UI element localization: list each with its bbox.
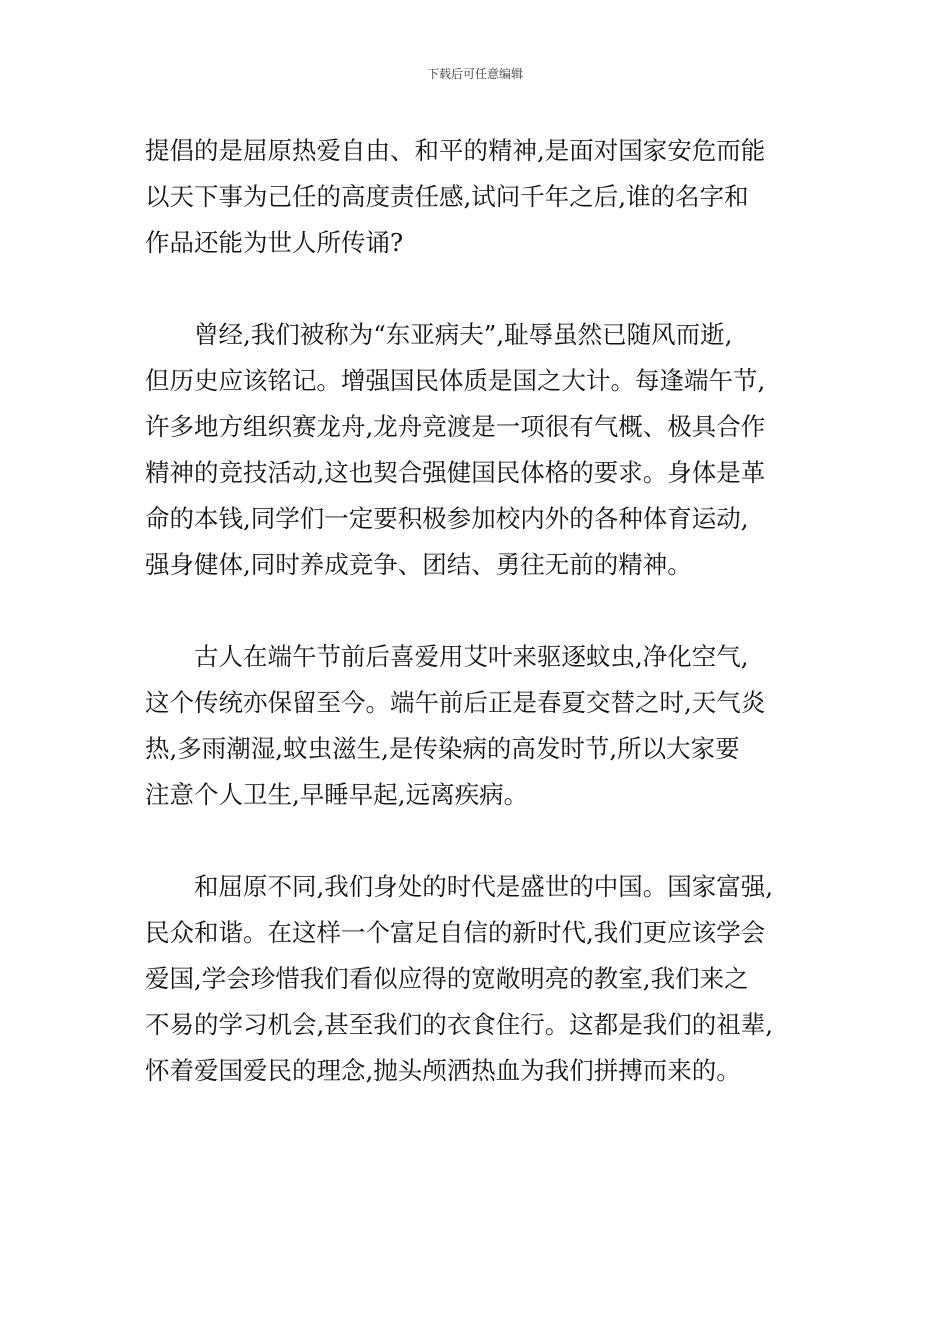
text-line: 注意个人卫生,早睡早起,远离疾病。: [145, 780, 529, 809]
text-line: 爱国,学会珍惜我们看似应得的宽敞明亮的教室,我们来之: [145, 964, 749, 993]
text-line: 许多地方组织赛龙舟,龙舟竞渡是一项很有气概、极具合作: [145, 412, 766, 441]
paragraph-patriotism: [145, 864, 810, 1094]
document-body: [145, 128, 810, 1094]
text-line: 不易的学习机会,甚至我们的衣食住行。这都是我们的祖辈,: [145, 1010, 774, 1039]
text-line: 和屈原不同,我们身处的时代是盛世的中国。国家富强,: [194, 872, 774, 901]
text-line: 强身健体,同时养成竞争、团结、勇往无前的精神。: [145, 550, 692, 579]
text-line: 曾经,我们被称为“东亚病夫”,耻辱虽然已随风而逝,: [194, 320, 733, 349]
paragraph-continuation: [145, 128, 810, 266]
paragraph-east-asia: [145, 312, 810, 588]
text-line: 怀着爱国爱民的理念,抛头颅洒热血为我们拼搏而来的。: [145, 1056, 741, 1085]
page-header-note: 下载后可任意编辑: [426, 67, 523, 81]
text-line: 命的本钱,同学们一定要积极参加校内外的各种体育运动,: [145, 504, 749, 533]
text-line: 热,多雨潮湿,蚊虫滋生,是传染病的高发时节,所以大家要: [145, 734, 740, 763]
paragraph-mugwort: [145, 634, 810, 818]
text-line: 以天下事为己任的高度责任感,试问千年之后,谁的名字和: [145, 182, 749, 211]
text-line: 古人在端午节前后喜爱用艾叶来驱逐蚊虫,净化空气,: [194, 642, 749, 671]
text-line: 精神的竞技活动,这也契合强健国民体格的要求。身体是革: [145, 458, 766, 487]
text-line: 提倡的是屈原热爱自由、和平的精神,是面对国家安危而能: [145, 136, 766, 165]
text-line: 作品还能为世人所传诵?: [145, 228, 404, 257]
text-line: 但历史应该铭记。增强国民体质是国之大计。每逢端午节,: [145, 366, 766, 395]
text-line: 这个传统亦保留至今。端午前后正是春夏交替之时,天气炎: [145, 688, 766, 717]
text-line: 民众和谐。在这样一个富足自信的新时代,我们更应该学会: [145, 918, 766, 947]
